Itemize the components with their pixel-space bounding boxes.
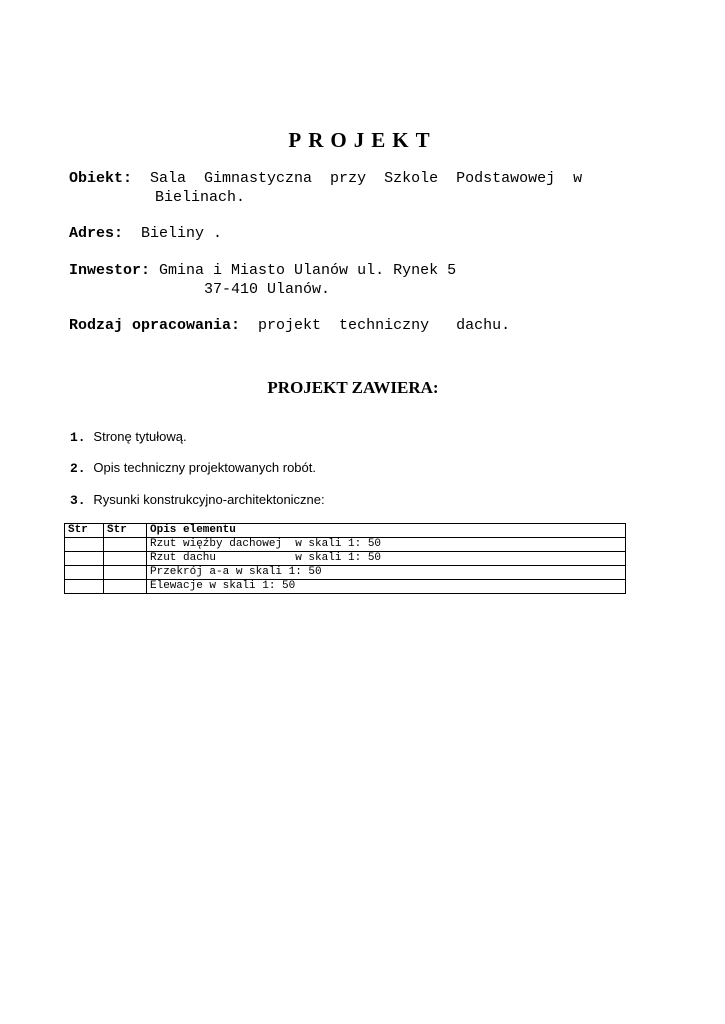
inwestor-row: [69, 261, 456, 280]
header-opis: Opis elementu: [147, 524, 626, 538]
adres-row: [69, 224, 222, 243]
adres-value: Bieliny .: [141, 225, 223, 242]
list-item-text: Opis techniczny projektowanych robót.: [93, 460, 316, 475]
drawings-table: [64, 523, 626, 594]
table-cell: Rzut dachu w skali 1: 50: [147, 552, 626, 566]
rodzaj-label: Rodzaj opracowania:: [69, 317, 241, 334]
table-cell: [65, 552, 104, 566]
table-cell: [65, 538, 104, 552]
table-cell: [104, 552, 147, 566]
page-title: PROJEKT: [288, 128, 437, 152]
rodzaj-value: projekt techniczny dachu.: [258, 317, 511, 334]
obiekt-line2: Bielinach.: [155, 189, 246, 206]
list-item-number: 1.: [70, 430, 86, 445]
list-item: [70, 429, 187, 446]
obiekt-label: Obiekt:: [69, 170, 133, 187]
table-row: [65, 580, 626, 594]
table-cell: [104, 580, 147, 594]
table-cell: [104, 538, 147, 552]
header-str-1: Str: [65, 524, 104, 538]
inwestor-label: Inwestor:: [69, 262, 151, 279]
table-cell: Rzut więźby dachowej w skali 1: 50: [147, 538, 626, 552]
list-item: [70, 492, 325, 509]
table-row: [65, 566, 626, 580]
obiekt-value: Sala Gimnastyczna przy Szkole Podstawowej w: [150, 170, 583, 187]
table-header-row: [65, 524, 626, 538]
table-cell: Przekrój a-a w skali 1: 50: [147, 566, 626, 580]
table-row: [65, 538, 626, 552]
adres-label: Adres:: [69, 225, 124, 242]
table-cell: [65, 566, 104, 580]
contents-title: PROJEKT ZAWIERA:: [267, 378, 439, 397]
table-cell: Elewacje w skali 1: 50: [147, 580, 626, 594]
obiekt-line1: [69, 169, 582, 188]
inwestor-line2: 37-410 Ulanów.: [204, 281, 331, 298]
list-item: [70, 460, 316, 477]
list-item-text: Stronę tytułową.: [93, 429, 187, 444]
list-item-number: 3.: [70, 493, 86, 508]
list-item-text: Rysunki konstrukcyjno-architektoniczne:: [93, 492, 325, 507]
table-row: [65, 552, 626, 566]
inwestor-value: Gmina i Miasto Ulanów ul. Rynek 5: [159, 262, 457, 279]
header-str-2: Str: [104, 524, 147, 538]
table-cell: [65, 580, 104, 594]
rodzaj-row: [69, 316, 510, 335]
table-cell: [104, 566, 147, 580]
list-item-number: 2.: [70, 461, 86, 476]
